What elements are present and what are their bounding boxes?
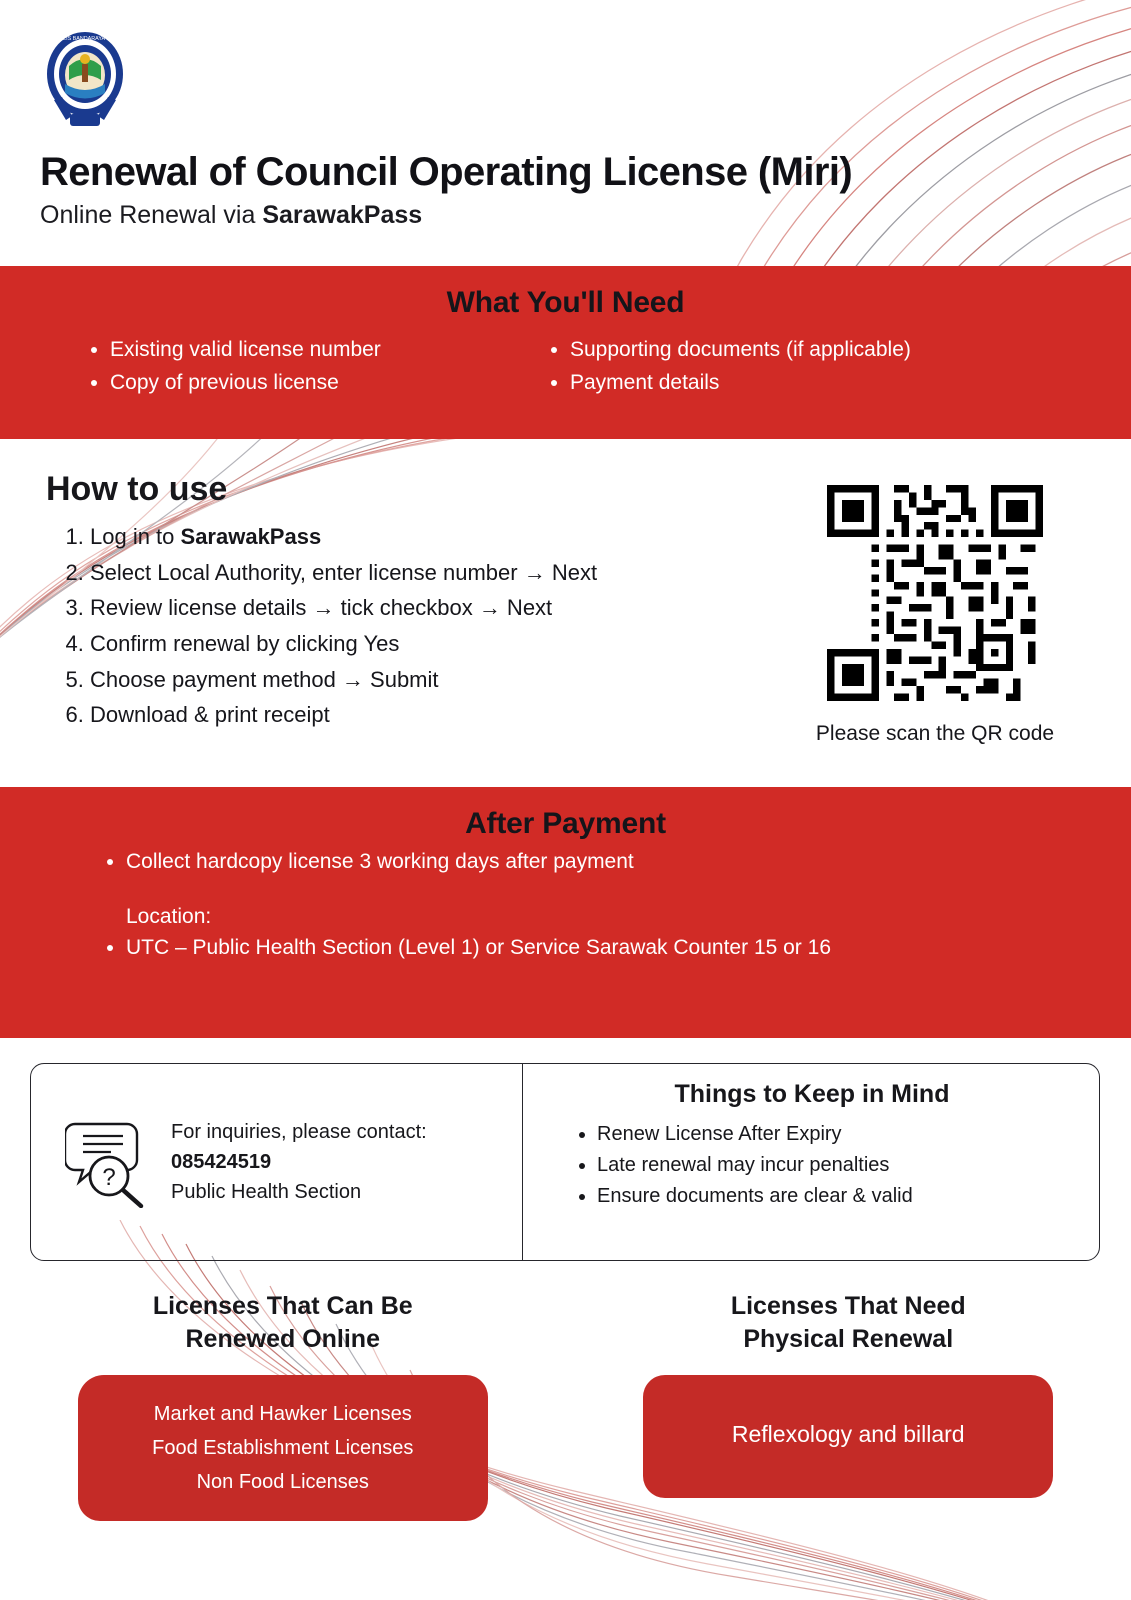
contact-panel: [31, 1064, 523, 1260]
poster-title-block: [40, 150, 852, 230]
list-item: 2. Select Local Authority, enter license number → Next: [90, 555, 786, 591]
how-to-use-heading: How to use: [46, 470, 228, 508]
heading-line-2: Renewed Online: [185, 1324, 380, 1353]
list-item: • Payment details: [570, 367, 1061, 400]
qr-code-block: [785, 485, 1085, 746]
after-payment-body: [0, 841, 1131, 964]
section-how-to-use: [46, 470, 786, 733]
keep-in-mind-heading: Things to Keep in Mind: [674, 1080, 950, 1108]
page-subtitle: [40, 201, 852, 230]
list-item: Reflexology and billard: [731, 1421, 965, 1447]
qr-code[interactable]: [827, 485, 1043, 701]
section-after-payment: [0, 787, 1131, 1038]
council-crest-logo: [42, 26, 128, 130]
what-you-need-column-2: [530, 334, 1061, 399]
what-you-need-columns: [0, 320, 1131, 399]
contact-department: Public Health Section: [171, 1181, 362, 1203]
step-text: Log in to: [90, 524, 181, 549]
list-item: • UTC – Public Health Section (Level 1) or Service Sarawak Counter 15 or 16: [126, 931, 1061, 965]
physical-licenses-pill: [643, 1375, 1053, 1498]
list-item: • Renew License After Expiry: [597, 1119, 1075, 1150]
online-licenses-heading: [153, 1290, 413, 1355]
list-item: 4. Confirm renewal by clicking Yes: [90, 626, 786, 662]
physical-licenses-column: [566, 1290, 1131, 1521]
after-payment-heading: After Payment: [465, 807, 666, 840]
qr-code-caption: Please scan the QR code: [815, 722, 1055, 745]
svg-text:MAJLIS BANDARAYA MIRI: MAJLIS BANDARAYA MIRI: [52, 36, 118, 42]
list-item: • Copy of previous license: [110, 367, 530, 400]
page-subtitle-brand: SarawakPass: [262, 201, 423, 229]
online-licenses-column: [0, 1290, 566, 1521]
list-item: Non Food Licenses: [196, 1471, 369, 1493]
heading-line-2: Physical Renewal: [743, 1324, 954, 1353]
location-label: Location:: [126, 904, 212, 928]
list-item: 3. Review license details → tick checkbox → Next: [90, 590, 786, 626]
contact-phone[interactable]: 085424519: [171, 1151, 272, 1173]
contact-text: [171, 1117, 427, 1207]
license-categories: [0, 1290, 1131, 1521]
heading-line-1: Licenses That Can Be: [152, 1292, 413, 1320]
physical-licenses-heading: [731, 1290, 966, 1355]
list-item: Market and Hawker Licenses: [153, 1403, 412, 1425]
info-box: [30, 1063, 1100, 1261]
heading-line-1: Licenses That Need: [730, 1292, 966, 1320]
what-you-need-column-1: [70, 334, 530, 399]
keep-in-mind-panel: [523, 1064, 1099, 1260]
page-subtitle-prefix: Online Renewal via: [40, 201, 263, 229]
how-to-use-steps: [90, 519, 786, 733]
list-item: Food Establishment Licenses: [152, 1437, 414, 1459]
list-item: • Existing valid license number: [110, 334, 530, 367]
list-item: • Ensure documents are clear & valid: [597, 1181, 1075, 1212]
list-item: 5. Choose payment method → Submit: [90, 662, 786, 698]
online-licenses-pill: [78, 1375, 488, 1521]
inquiry-magnifier-icon: [65, 1116, 153, 1208]
svg-text:?: ?: [102, 1164, 116, 1191]
list-item: [90, 519, 786, 555]
list-item: 6. Download & print receipt: [90, 697, 786, 733]
list-item: • Supporting documents (if applicable): [570, 334, 1061, 367]
contact-intro: For inquiries, please contact:: [171, 1121, 427, 1143]
step-bold-text: SarawakPass: [180, 524, 322, 549]
list-item: • Collect hardcopy license 3 working days after payment: [126, 845, 1061, 879]
list-item: • Late renewal may incur penalties: [597, 1150, 1075, 1181]
section-what-you-need: [0, 266, 1131, 439]
what-you-need-heading: What You'll Need: [446, 286, 685, 319]
page-title: Renewal of Council Operating License (Miri): [40, 150, 853, 194]
